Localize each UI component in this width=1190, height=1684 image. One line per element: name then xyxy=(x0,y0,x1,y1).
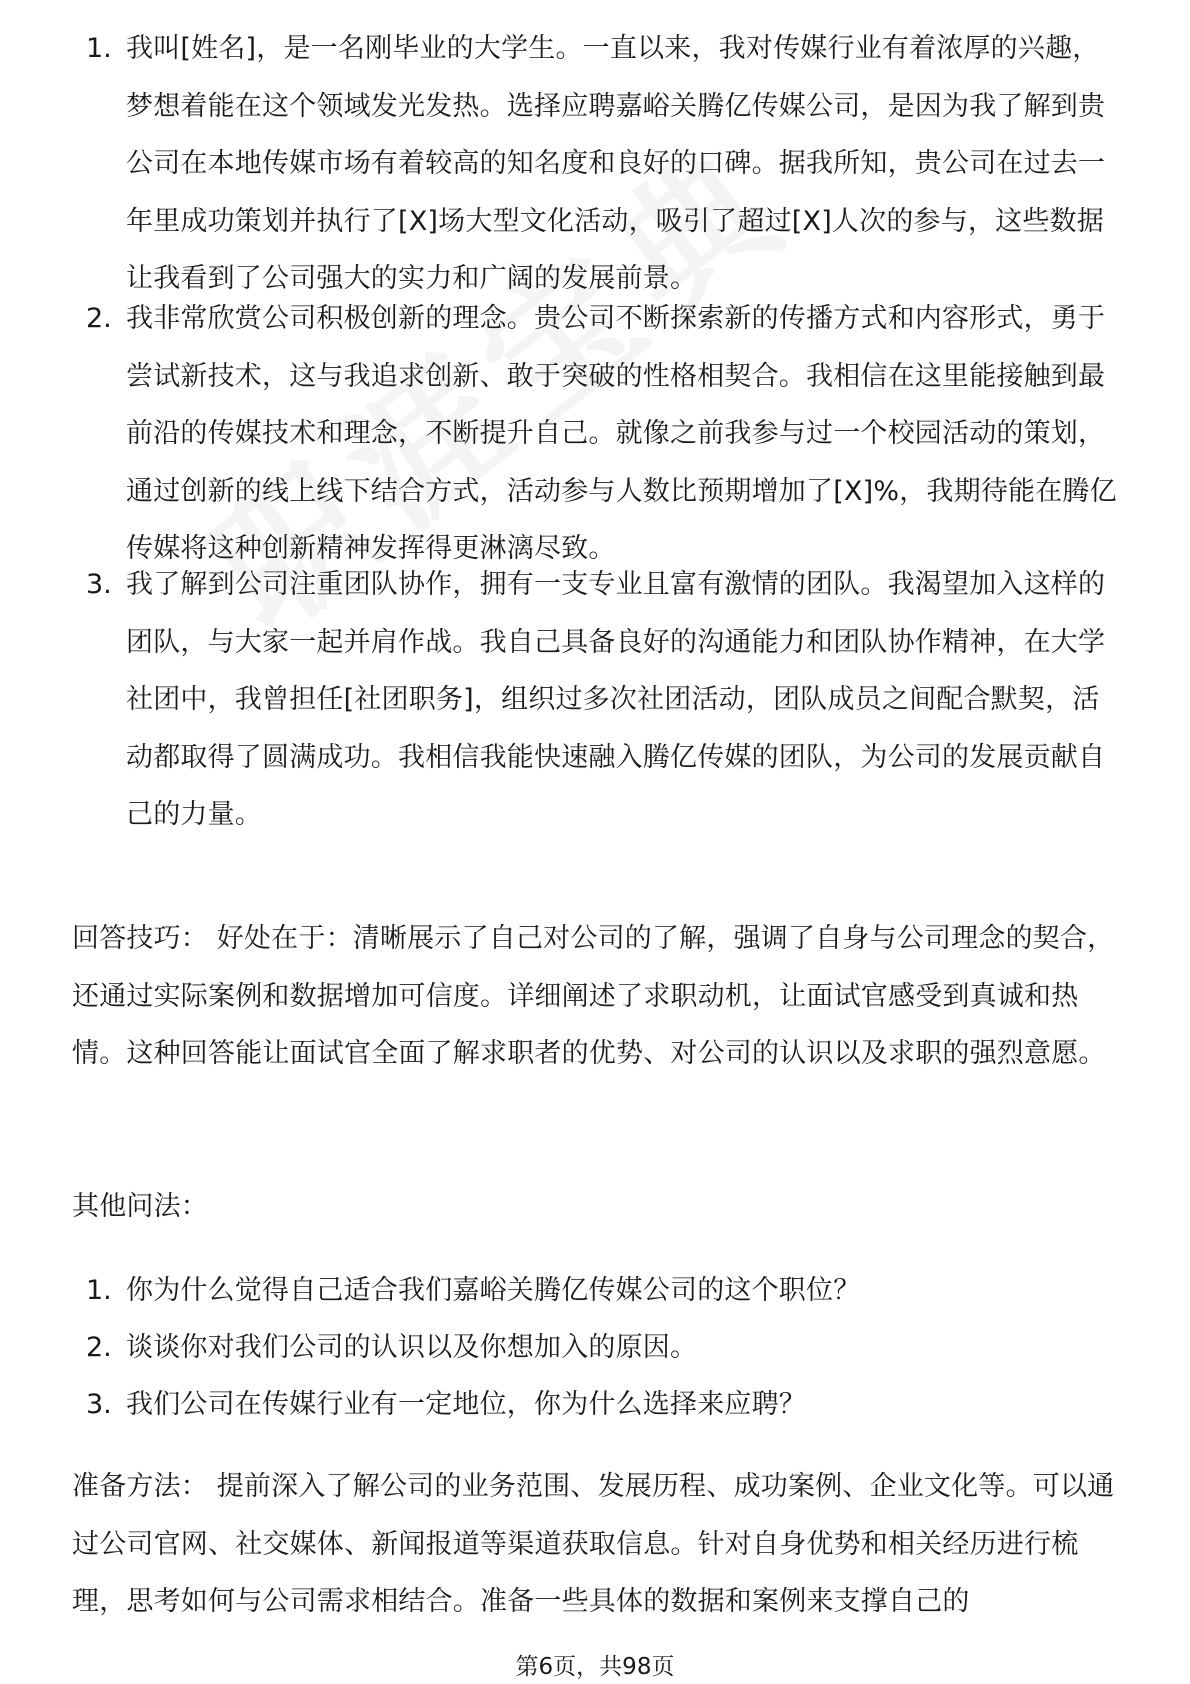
list-number: 2. xyxy=(86,1332,112,1363)
list-text: 我非常欣赏公司积极创新的理念。贵公司不断探索新的传播方式和内容形式，勇于尝试新技术，这与我追求创新、敢于突破的性格相契合。我相信在这里能接触到最前沿的传媒技术和理念，不断提升自己。就像之前我参与过一个校园活动的策划，通过创新的线上线下结合方式，活动参与人数比预期增加了[X]%，我期待能在腾亿传媒将这种创新精神发挥得更淋漓尽致。 xyxy=(126,303,1117,564)
list-text: 谈谈你对我们公司的认识以及你想加入的原因。 xyxy=(126,1332,698,1363)
list-text: 你为什么觉得自己适合我们嘉峪关腾亿传媒公司的这个职位？ xyxy=(126,1275,861,1306)
tips-paragraph: 回答技巧： 好处在于：清晰展示了自己对公司的了解，强调了自身与公司理念的契合，还通过实际案例和数据增加可信度。详细阐述了求职动机，让面试官感受到真诚和热情。这种回答能让面试官全面了解求职者的优势、对公司的认识以及求职的强烈意愿。 xyxy=(72,923,1115,1069)
list-text: 我了解到公司注重团队协作，拥有一支专业且富有激情的团队。我渴望加入这样的团队，与大家一起并肩作战。我自己具备良好的沟通能力和团队协作精神，在大学社团中，我曾担任[社团职务]，组织过多次社团活动，团队成员之间配合默契，活动都取得了圆满成功。我相信我能快速融入腾亿传媒的团队，为公司的发展贡献自己的力量。 xyxy=(126,569,1106,830)
list-number: 1. xyxy=(86,1275,112,1306)
list-text: 我叫[姓名]，是一名刚毕业的大学生。一直以来，我对传媒行业有着浓厚的兴趣，梦想着能在这个领域发光发热。选择应聘嘉峪关腾亿传媒公司，是因为我了解到贵公司在本地传媒市场有着较高的知名度和良好的口碑。据我所知，贵公司在过去一年里成功策划并执行了[X]场大型文化活动，吸引了超过[X]人次的参与，这些数据让我看到了公司强大的实力和广阔的发展前景。 xyxy=(126,33,1106,294)
list-number: 1. xyxy=(86,33,112,64)
other-questions-heading: 其他问法： xyxy=(72,1191,208,1222)
page-footer: 第6页，共98页 xyxy=(515,1654,675,1680)
list-number: 2. xyxy=(86,303,112,334)
preparation-paragraph: 准备方法： 提前深入了解公司的业务范围、发展历程、成功案例、企业文化等。可以通过公司官网、社交媒体、新闻报道等渠道获取信息。针对自身优势和相关经历进行梳理，思考如何与公司需求相结合。准备一些具体的数据和案例来支撑自己的 xyxy=(72,1471,1115,1617)
list-number: 3. xyxy=(86,569,112,600)
list-number: 3. xyxy=(86,1389,112,1420)
list-text: 我们公司在传媒行业有一定地位，你为什么选择来应聘？ xyxy=(126,1389,806,1420)
